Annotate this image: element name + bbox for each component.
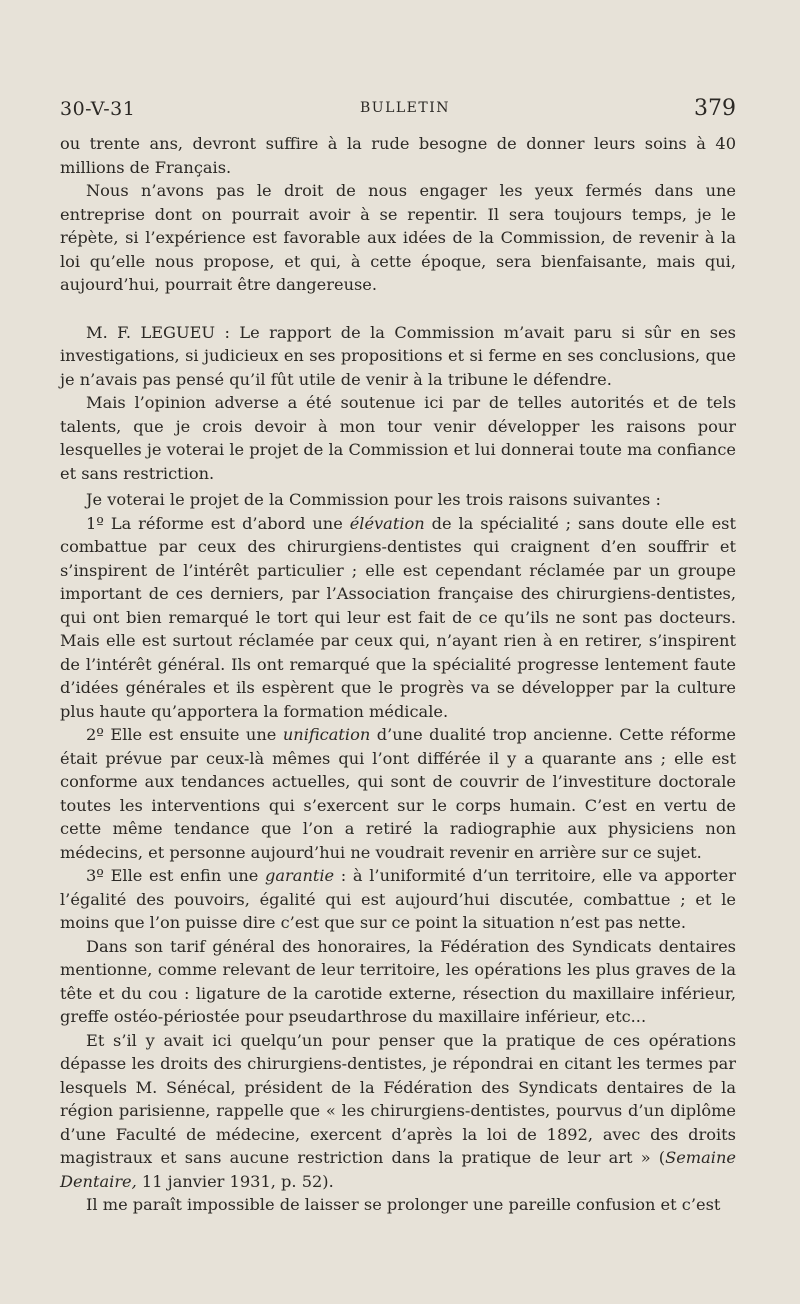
text-run: : à l’uniformité d’un territoire, elle va apporter l’égalité des pouvoirs, égalité qui est aujourd’hui discutée, combattue ; et le moins que l’on puisse dire c’est que sur ce point la situation n’est pas nette. [60,866,736,932]
paragraph-7 [60,723,736,864]
paragraph-5 [60,488,736,512]
paragraph-9 [60,935,736,1029]
text-run: 3º Elle est enfin une [86,866,266,885]
paragraph-3 [60,321,736,392]
text-run: Et s’il y avait ici quelqu’un pour penser que la pratique de ces opérations dépasse les droits des chirurgiens-dentistes, je répondrai en citant les termes par lesquels M. Sénécal, président de la Fédération des Syndicats dentaires de la région parisienne, rappelle que « les chirurgiens-dentistes, pourvus d’un diplôme d’une Faculté de médecine, exercent d’après la loi de 1892, avec des droits magistraux et sans aucune restriction dans la pratique de leur art » ( [60,1030,736,1167]
body-text [60,132,736,1217]
emphasis: Semaine Dentaire, [60,1148,736,1191]
text-run: Dans son tarif général des honoraires, la Fédération des Syndicats dentaires mentionne, comme relevant de leur territoire, les opérations les plus graves de la tête et du cou : ligature de la carotide externe, résection du maxillaire inférieur, greffe ostéo-périostée pour pseudarthrose du maxillaire inférieur, etc... [60,936,736,1026]
text-run: Il me paraît impossible de laisser se prolonger une pareille confusion et c’est [86,1195,721,1214]
text-run: de la spécialité ; sans doute elle est combattue par ceux des chirurgiens-dentistes qui craignent d’en souffrir et s’inspirent de l’intérêt particulier ; elle est cependant réclamée par un groupe important de ces derniers, par l’Association française des chirurgiens-dentistes, qui ont bien remarqué le tort qui leur est fait de ce qu’ils ne sont pas docteurs. Mais elle est surtout réclamée par ceux qui, n’ayant rien à en retirer, s’inspirent de l’intérêt général. Ils ont remarqué que la spécialité progresse lentement faute d’idées générales et ils espèrent que le progrès va se développer par la culture plus haute qu’apportera la formation médicale. [60,513,736,721]
paragraph-10 [60,1029,736,1194]
page-number: 379 [694,96,736,121]
text-run: 11 janvier 1931, p. 52). [136,1171,334,1191]
paragraph-11 [60,1193,736,1217]
emphasis: élévation [349,513,425,533]
text-run: d’une dualité trop ancienne. Cette réforme était prévue par ceux-là mêmes qui l’ont différée il y a quarante ans ; elle est conforme aux tendances actuelles, qui sont de couvrir de l’investiture doctorale toutes les interventions qui s’exercent sur le corps humain. C’est en vertu de cette même tendance que l’on a retiré la radiographie aux physiciens non médecins, et personne aujourd’hui ne voudrait revenir en arrière sur ce sujet. [60,725,736,862]
paragraph-4 [60,391,736,485]
running-head [60,96,736,132]
emphasis: unification [282,725,371,744]
text-run: Mais l’opinion adverse a été soutenue ici par de telles autorités et de tels talents, que je crois devoir à mon tour venir développer les raisons pour lesquelles je voterai le projet de la Commission et lui donnerai toute ma confiance et sans restriction. [60,393,736,483]
paragraph-2 [60,179,736,297]
paragraph-8 [60,864,736,935]
emphasis: garantie [265,866,335,885]
paragraph-1 [60,132,736,179]
text-run: Je voterai le projet de la Commission pour les trois raisons suivantes : [86,490,661,509]
text-run: M. F. LEGUEU : Le rapport de la Commission m’avait paru si sûr en ses investigations, si judicieux en ses propositions et si ferme en ses conclusions, que je n’avais pas pensé qu’il fût utile de venir à la tribune le défendre. [60,322,736,389]
header-title: BULLETIN [360,100,451,116]
text-run: ou trente ans, devront suffire à la rude besogne de donner leurs soins à 40 millions de Français. [60,134,736,177]
text-run: 1º La réforme est d’abord une [86,513,350,533]
text-run: Nous n’avons pas le droit de nous engager les yeux fermés dans une entreprise dont on pourrait avoir à se repentir. Il sera toujours temps, je le répète, si l’expérience est favorable aux idées de la Commission, de revenir à la loi qu’elle nous propose, et qui, à cette époque, sera bienfaisante, mais qui, aujourd’hui, pourrait être dangereuse. [60,181,736,294]
paragraph-6 [60,512,736,724]
text-run: 2º Elle est ensuite une [86,725,283,744]
header-date: 30-V-31 [60,98,136,120]
